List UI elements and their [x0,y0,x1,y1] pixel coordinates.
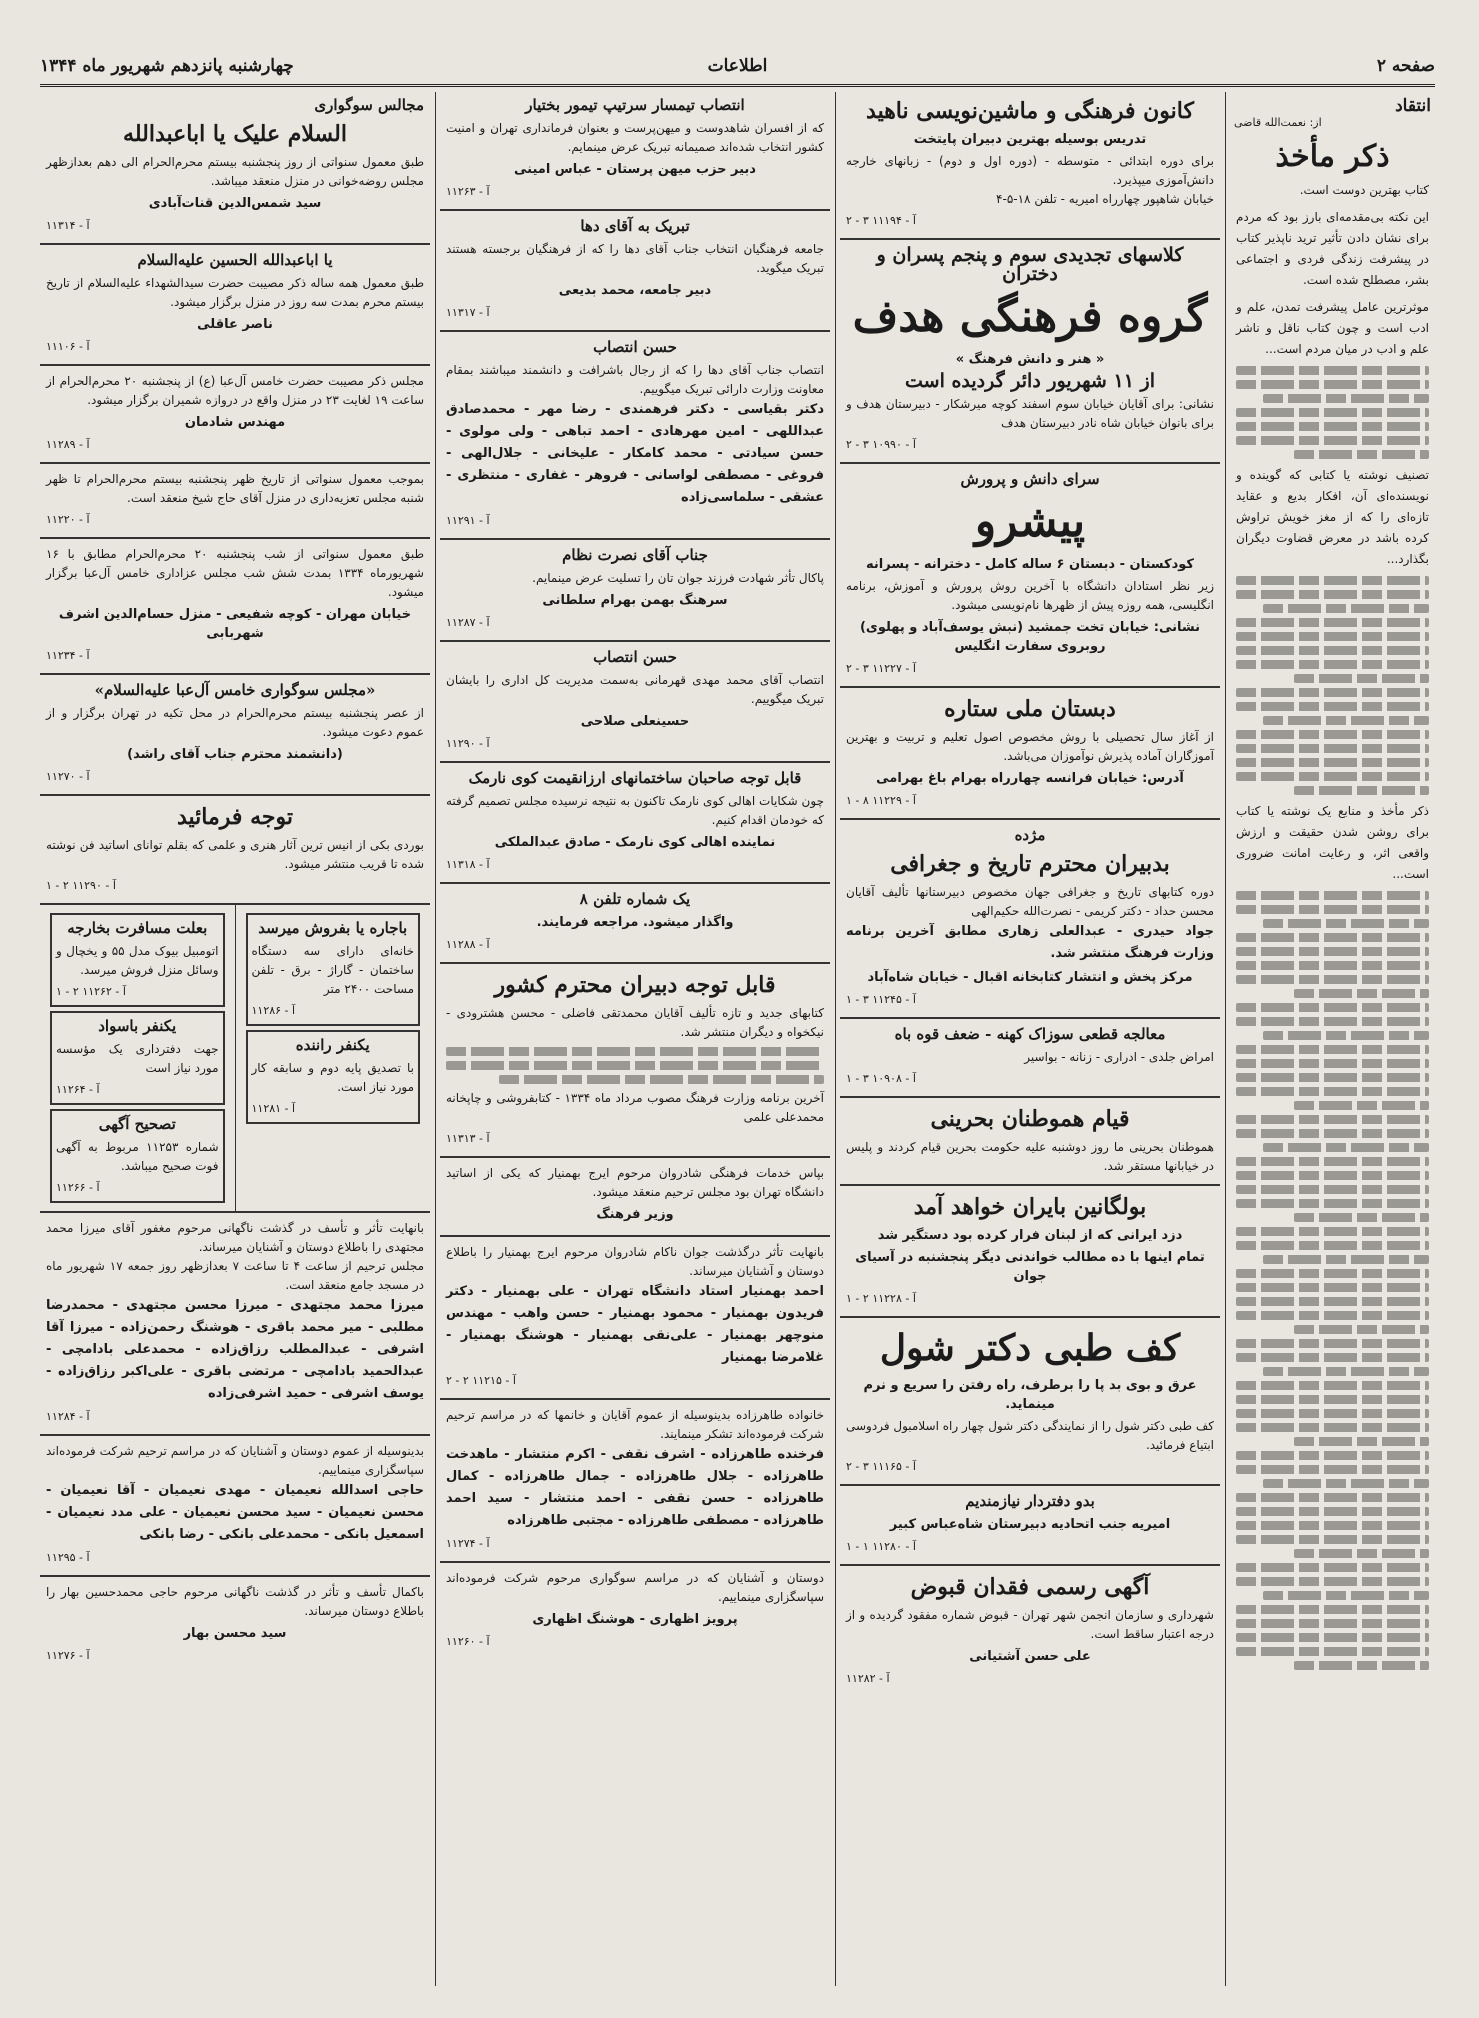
notice-line: بانهایت تأثر و تأسف در گذشت ناگهانی مرحوم مغفور آقای میرزا محمد مجتهدی را باطلاع دوستان و آشنایان میرساند. [46,1221,424,1254]
ad-code: آ - ۱۱۱۹۴ ۳ - ۲ [846,214,916,227]
ad-title: تصحیح آگهی [98,1115,176,1133]
ad-code: آ - ۱۱۲۸۲ [846,1672,890,1685]
mourning-title: یا اباعبدالله الحسین علیه‌السلام [137,251,333,269]
notices-group-2 [440,1158,830,1237]
paragraph: کتاب بهترین دوست است. [1299,183,1429,197]
ad-intro: مژده [1014,826,1046,844]
paragraph: موثرترین عامل پیشرفت تمدن، علم و ادب است و چون کتاب ناقل و ناشر علم و ادب در میان مردم است... [1236,300,1429,356]
ad-line: اتومبیل بیوک مدل ۵۵ و یخچال و وسائل منزل فروش میرسد. [56,944,219,977]
ad-title: بدبیران محترم تاریخ و جغرافی [890,851,1170,877]
ad-code: آ - ۱۱۳۱۴ [46,219,90,232]
ad-daha [440,211,830,332]
ad-code: آ - ۱۱۲۸۷ [446,616,490,629]
mourning-block [40,366,430,464]
ad-qobuz [840,1566,1220,1696]
notice-line: بدینوسیله از عموم دوستان و آشنایان که در مراسم ترحیم شرکت فرموده‌اند سپاسگزاری مینماییم. [46,1444,424,1477]
ad-line: پاکال تأثر شهادت فرزند جوان تان را تسلیت عرض مینمایم. [532,571,824,585]
mourning-sign: ناصر عاقلی [197,317,273,332]
ad-pishro [840,464,1220,688]
ad-title: آگهی رسمی فقدان قبوض [910,1574,1150,1600]
mourning-block [40,245,430,366]
ad-code: آ - ۱۱۱۰۶ [46,340,90,353]
ad-code: آ - ۱۱۲۶۶ [56,1181,100,1194]
notice-names: میرزا محمد مجتهدی - میرزا محسن مجتهدی - محمدرضا مطلبی - میر محمد باقری - هوشنگ رحمن‌زاده - میرزا آقا اشرفی - عبدالمطلب رزاق‌زاده - محمدعلی بادامچی - عبدالحمید بادامچی - مرتضی باقری - علی‌اکبر رزاق‌زاده - یوسف اشرفی - حمید اشرفی‌زاده [46,1298,424,1401]
ad-moaleje [840,1019,1220,1098]
notice-line: مجلس ترحیم از ساعت ۴ تا ساعت ۷ بعدازظهر روز جمعه ۱۷ شهریور ماه در مسجد جامع منعقد است. [46,1259,425,1292]
ad-address: خیابان شاهپور چهارراه امیریه - تلفن ۱۸-۵-۴ [996,192,1214,206]
section-label: انتقاد [1395,96,1431,116]
ad-line: انتصاب جناب آقای دها را که از رجال باشرافت و دانشمند میباشند بمقام معاونت وزارت دارائی تبریک میگوییم. [446,363,824,396]
ad-masafat [50,913,225,1007]
ad-line: که از افسران شاهدوست و میهن‌پرست و بعنوان فرمانداری تهران و امنیت کشور انتخاب شده‌اند صمیمانه تبریک عرض مینمایم. [446,121,824,154]
paragraph: این نکته بی‌مقدمه‌ای بارز بود که مردم برای نشان دادن تأثیر ترید ناپذیر کتاب در پیشرفت زندگی فردی و اجتماعی بشر، مصطلح شده است. [1236,210,1429,287]
ad-line: امراض جلدی - ادراری - زنانه - بواسیر [1024,1050,1214,1064]
ad-title: یک شماره تلفن ۸ [579,890,691,908]
mourning-block [40,464,430,539]
ad-setareh [840,688,1220,820]
ad-phone [440,884,830,964]
ad-title: گروه فرهنگی هدف [852,291,1208,342]
ad-ejareh [246,913,421,1026]
ad-line: چون شکایات اهالی کوی نارمک تاکنون به نتیجه نرسیده مجلس تصمیم گرفته که خودمان اقدام کنیم. [446,794,824,827]
ad-title: جناب آقای نصرت نظام [562,546,708,564]
ad-line: آخرین برنامه وزارت فرهنگ مصوب مرداد ماه ۱۳۳۴ - کتابفروشی و چاپخانه محمدعلی علمی [446,1091,824,1124]
column-rule [435,92,436,1986]
ad-line: شماره ۱۱۲۵۳ مربوط به آگهی فوت صحیح میباشد. [56,1140,219,1173]
ad-code: آ - ۱۱۲۴۵ ۳ - ۱ [846,993,916,1006]
ad-hosn2 [440,642,830,763]
ad-code: آ - ۱۱۲۳۴ [46,649,90,662]
mourning-text: مجلس ذکر مصیبت حضرت خامس آل‌عبا (ع) از پنجشنبه ۲۰ محرم‌الحرام از ساعت ۱۹ لغایت ۲۳ در منزل واقع در دروازه شمیران برگزار میشود. [46,374,424,407]
notice-sign: وزیر فرهنگ [596,1207,674,1222]
mourning-sign: سید شمس‌الدین قنات‌آبادی [148,196,322,211]
ad-address: آدرس: خیابان فرانسه چهارراه بهرام باغ بهرامی [876,771,1184,786]
ad-history [840,820,1220,1019]
ad-line: کف طبی دکتر شول را از نمایندگی دکتر شول چهار راه اسلامبول فردوسی ابتیاع فرمائید. [846,1419,1214,1452]
ad-code: آ - ۱۱۲۹۱ [446,514,490,527]
author-line: از: نعمت‌الله قاضی [1234,116,1322,129]
ad-title: قابل توجه صاحبان ساختمانهای ارزانقیمت کوی نارمک [468,769,802,787]
paragraph: ذکر مأخذ و منابع یک نوشته یا کتاب برای روشن شدن حقیقت و ارزش واقعی اثر، و رعایت امانت ضروری است... [1236,804,1429,881]
notice-sign: سید محسن بهار [183,1626,287,1641]
column-rule [1225,92,1226,1986]
ad-bahrain [840,1098,1220,1186]
ad-line: دوره کتابهای تاریخ و جغرافی جهان مخصوص دبیرستانها تألیف آقایان محسن حداد - دکتر کریمی - نصرت‌الله حکیم‌الهی [846,885,1214,918]
ad-title: بولگانین بایران خواهد آمد [913,1194,1147,1220]
newspaper-title: اطلاعات [707,56,768,76]
ad-line: عرق و بوی بد پا را برطرف، راه رفتن را سریع و نرم مینماید. [863,1378,1197,1412]
ad-code: آ - ۱۱۲۸۰ ۱ - ۱ [846,1540,916,1553]
ad-code: آ - ۱۱۲۶۴ [56,1083,100,1096]
ad-line: دزد ایرانی که از لبنان فرار کرده بود دستگیر شد [877,1228,1183,1243]
ad-title: تبریک به آقای دها [580,217,690,235]
ad-motto: « هنر و دانش فرهنگ » [955,352,1105,367]
ad-bastan [50,1011,225,1105]
ad-sign: علی حسن آشتیانی [969,1649,1091,1664]
ad-naheed [840,90,1220,240]
ad-title: بعلت مسافرت بخارجه [67,919,208,937]
page-number: صفحه ۲ [1376,56,1435,76]
paragraph: تصنیف نوشته یا کتابی که گوینده و نویسنده‌ای آن، افکار بدیع و عقاید تازه‌ای را که از مغز خویش تراوش کرده باشد در معرض قضاوت دیگران بگذارد... [1236,468,1429,566]
ad-code: آ - ۱۱۲۹۰ [446,737,490,750]
ad-code: آ - ۱۱۳۱۸ [446,858,490,871]
mourning-block [40,90,430,245]
ad-dabiran [440,964,830,1158]
ad-ranandeh [246,1030,421,1124]
notice-sign: پرویز اظهاری - هوشنگ اظهاری [532,1612,738,1627]
ad-line: زیر نظر استادان دانشگاه با آخرین روش پرورش و آموزش، برنامه انگلیسی، همه روزه پیش از ظهرها نام‌نویسی میشود. [846,579,1214,612]
mourning-sign: (دانشمند محترم جناب آقای راشد) [127,747,343,762]
ad-code: آ - ۱۱۲۱۵ ۲ - ۲ [446,1374,516,1387]
notice-ezhari [440,1563,830,1659]
notice-line: دوستان و آشنایان که در مراسم سوگواری مرحوم شرکت فرموده‌اند سپاسگزاری مینماییم. [446,1571,824,1604]
ad-code: آ - ۱۱۱۶۵ ۳ - ۲ [846,1460,916,1473]
notice-names: احمد بهمنیار استاد دانشگاه تهران - علی بهمنیار - دکتر فریدون بهمنیار - محمود بهمنیار - حسن واهب - مهندس منوچهر بهمنیار - علی‌نقی بهمنیار - هوشنگ بهمنیار - غلامرضا بهمنیار [446,1284,824,1365]
ad-sub: کودکستان - دبستان ۶ ساله کامل - دخترانه - پسرانه [866,557,1194,572]
ad-teymour [440,90,830,211]
ad-address: مرکز پخش و انتشار کتابخانه اقبال - خیابان شاه‌آباد [867,970,1193,985]
ad-code: آ - ۱۱۲۷۶ [46,1649,90,1662]
ad-intro: کلاسهای تجدیدی سوم و پنجم پسران و دختران [876,244,1184,285]
mourning-block [40,675,430,796]
ad-title: باجاره یا بفروش میرسد [258,919,408,937]
ad-shol [840,1318,1220,1486]
ad-title: یکنفر راننده [295,1036,370,1054]
mourning-text: طبق معمول سنواتی از روز پنجشنبه بیستم محرم‌الحرام الی دهم بعدازظهر مجلس روضه‌خوانی در منزل منعقد میباشد. [46,155,424,188]
ad-code: آ - ۱۱۲۸۱ [251,1102,296,1115]
mourning-title: «مجلس سوگواری خامس آل‌عبا علیه‌السلام» [94,681,376,699]
small-ads-left [40,905,236,1211]
ad-address: نشانی: خیابان تخت جمشید (نبش یوسف‌آباد و پهلوی) روبروی سفارت انگلیس [859,620,1200,654]
ad-code: آ - ۱۱۲۷۰ [46,770,90,783]
ad-title: کف طبی دکتر شول [879,1327,1181,1369]
critique-column [1230,90,1435,1988]
ad-code: آ - ۱۱۲۸۶ [251,1004,296,1017]
ad-code: آ - ۱۱۲۸۸ [446,938,490,951]
ad-title: توجه فرمائید [177,804,293,830]
ad-line: بوردی بکی از انیس ترین آثار هنری و علمی که بقلم توانای اساتید فن نوشته شده تا قریب منتشر میشود. [46,838,424,871]
ad-tashih [50,1109,225,1203]
mourning-block [40,539,430,675]
notice-names: فرخنده طاهرزاده - اشرف نقفی - اکرم منتشار - ماهدخت طاهرزاده - جلال طاهرزاده - جمال طاهرزاده - کمال طاهرزاده - حسن نقفی - احمد منتشار - سید احمد طاهرزاده - مصطفی طاهرزاده - مجتبی طاهرزاده [446,1447,824,1528]
ad-code: آ - ۱۱۲۲۹ ۸ - ۱ [846,794,916,807]
ad-code: آ - ۱۱۳۱۳ [446,1132,490,1145]
notice-naimian [40,1436,430,1577]
ad-bulganin [840,1186,1220,1318]
mourning-text: طبق معمول همه ساله ذکر مصیبت حضرت سیدالشهداء علیه‌السلام از تاریخ بیستم محرم بمدت سه روز در منزل برگزار میشود. [46,276,424,309]
ad-sign: دبیر حزب میهن پرستان - عباس امینی [514,162,756,177]
ad-line: برای دوره ابتدائی - متوسطه - (دوره اول و دوم) - زبانهای خارجه دانش‌آموزی میپذیرد. [846,154,1214,187]
notice-bahar [40,1577,430,1673]
small-ads-grid [40,905,430,1213]
ad-title: حسن انتصاب [593,648,677,666]
ad-code: آ - ۱۱۲۲۸ ۲ - ۱ [846,1292,916,1305]
ad-title: معالجه قطعی سوزاک کهنه - ضعف قوه باه [894,1025,1166,1043]
ad-title: انتصاب تیمسار سرتیپ تیمور بختیار [525,96,745,114]
ad-line: جهت دفترداری یک مؤسسه مورد نیاز است [56,1042,219,1075]
ads-column-2 [840,90,1220,1988]
notice-line: خانواده طاهرزاده بدینوسیله از عموم آقایان و خانمها که در مراسم ترحیم شرکت فرموده‌اند تشکر مینمایند. [446,1408,824,1441]
notice-line: بانهایت تأثر درگذشت جوان ناکام شادروان مرحوم ایرج بهمنیار را باطلاع دوستان و آشنایان میرساند. [446,1245,824,1278]
ad-title: قابل توجه دبیران محترم کشور [494,972,776,998]
mourning-sign: خیابان مهران - کوچه شفیعی - منزل حسام‌الدین اشرف شهربابی [58,607,412,641]
ad-title: حسن انتصاب [593,338,677,356]
ad-line: انتصاب آقای محمد مهدی قهرمانی به‌سمت مدیریت کل اداری را بایشان تبریک میگوییم. [446,673,824,706]
ad-line: شهرداری و سازمان انجمن شهر تهران - قبوض شماره مفقود گردیده و از درجه اعتبار ساقط است. [846,1608,1214,1641]
ad-line: تمام اینها با ده مطالب خواندنی دیگر پنجشنبه در آسیای جوان [855,1250,1205,1284]
article-body [1230,180,1435,1670]
ad-code: آ - ۱۱۲۶۳ [446,185,490,198]
mourning-text: از عصر پنجشنبه بیستم محرم‌الحرام در محل تکیه در تهران برگزار و از عموم دعوت میشود. [46,706,424,739]
ad-daftar [840,1486,1220,1566]
ad-code: آ - ۱۱۲۸۴ [46,1410,90,1423]
ad-line: تدریس بوسیله بهترین دبیران پایتخت [913,132,1147,147]
ad-sign: نماینده اهالی کوی نارمک - صادق عبدالملکی [494,835,776,850]
ad-title: قیام هموطنان بحرینی [930,1106,1130,1132]
ads-column-3 [440,90,830,1988]
notice-names: حاجی اسدالله نعیمیان - مهدی نعیمیان - آقا نعیمیان - محسن نعیمیان - سید محسن نعیمیان - علی مدد نعیمیان - اسمعیل بانکی - محمدعلی بانکی - رضا بانکی [46,1483,424,1542]
ad-intro: سرای دانش و پرورش [960,470,1100,488]
issue-date: چهارشنبه پانزدهم شهریور ماه ۱۳۴۴ [40,56,294,76]
ads-column-4 [40,90,430,1988]
ad-line: جواد حیدری - عبدالعلی زهاری مطابق آخرین برنامه وزارت فرهنگ منتشر شد. [846,924,1214,961]
ad-line: هموطنان بحرینی ما روز دوشنبه علیه حکومت بحرین قیام کردند و پلیس در خیابانها مستقر شد. [846,1140,1214,1173]
section-label: مجالس سوگواری [314,96,424,114]
notice-line: باکمال تأسف و تأثر در گذشت ناگهانی مرحوم حاجی محمدحسین بهار را باطلاع دوستان میرساند. [46,1585,424,1618]
ad-names: دکتر بقیاسی - دکتر فرهمندی - رضا مهر - محمدصادق عبداللهی - امین مهرهادی - احمد تباهی - ولی مولوی - حسن سیادتی - محمد کامکار - علیخانی - جلال‌الهی - فروغی - مصطفی لواسانی - فروهر - غفاری - منتظری - عشقی - سلماسی‌زاده [446,402,824,505]
ad-sign: سرهنگ بهمن بهرام سلطانی [542,593,728,608]
ad-line: از ۱۱ شهریور دائر گردیده است [905,370,1155,392]
ad-line: با تصدیق پایه دوم و سابقه کار مورد نیاز است. [251,1061,414,1094]
ad-code: آ - ۱۱۲۹۵ [46,1551,90,1564]
ad-title: بدو دفتردار نیازمندیم [965,1492,1095,1510]
ad-title: کانون فرهنگی و ماشین‌نویسی ناهید [866,98,1194,124]
ad-line: واگذار میشود. مراجعه فرمایند. [536,915,734,930]
ad-code: آ - ۱۱۳۱۷ [446,306,490,319]
mourning-sign: مهندس شادمان [184,415,286,430]
ad-line: جامعه فرهنگیان انتخاب جناب آقای دها را که از فرهنگیان برجسته هستند تبریک میگوید. [446,242,824,275]
ad-code: آ - ۱۱۲۸۹ [46,438,90,451]
ad-line: امیریه جنب اتحادیه دبیرستان شاه‌عباس کبیر [889,1517,1171,1532]
mourning-text: بموجب معمول سنواتی از تاریخ ظهر پنجشنبه بیستم محرم‌الحرام تا ظهر شنبه مجلس تعزیه‌داری در منزل آقای حاج شیخ منعقد است. [46,472,424,505]
ad-code: آ - ۱۱۲۶۰ [446,1635,490,1648]
notice-bahmanyar [440,1237,830,1400]
notice-taherzadeh [440,1400,830,1563]
ad-code: آ - ۱۰۹۹۰ ۳ - ۲ [846,438,916,451]
ad-code: آ - ۱۱۲۷۴ [446,1537,490,1550]
ad-code: آ - ۱۰۹۰۸ ۳ - ۱ [846,1072,916,1085]
article-title: ذکر مأخذ [1275,139,1390,174]
ad-tavajjoh [40,796,430,905]
ad-title: پیشرو [974,496,1086,547]
notice-mojtahedi [40,1213,430,1436]
ad-sign: حسینعلی صلاحی [580,714,690,729]
ad-code: آ - ۱۱۲۲۰ [46,513,90,526]
column-rule [835,92,836,1986]
ad-code: آ - ۱۱۲۹۰ ۲ - ۱ [46,879,116,892]
ad-line: خانه‌ای دارای سه دستگاه ساختمان - گاراژ - برق - تلفن مساحت ۲۴۰۰ متر [251,944,414,996]
ad-title: یکنفر باسواد [98,1017,177,1035]
ad-hosn [440,332,830,540]
ad-hadaf [840,240,1220,464]
ad-narmak [440,763,830,884]
page-header [40,50,1435,87]
mourning-title: السلام علیک یا اباعبدالله [123,121,347,147]
small-ads-right [236,905,431,1211]
ad-code: آ - ۱۱۲۶۲ ۲ - ۱ [56,985,126,998]
ad-sign: دبیر جامعه، محمد بدیعی [558,283,712,298]
ad-address: نشانی: برای آقایان خیابان سوم اسفند کوچه میرشکار - دبیرستان هدف و برای بانوان خیابان شاه نادر دبیرستان هدف [846,397,1214,430]
notice-line: بپاس خدمات فرهنگی شادروان مرحوم ایرج بهمنیار که یکی از اساتید دانشگاه تهران بود مجلس ترحیم منعقد میشود. [446,1166,824,1199]
mourning-text: طبق معمول سنواتی از شب پنجشنبه ۲۰ محرم‌الحرام مطابق با ۱۶ شهریورماه ۱۳۳۴ بمدت شش شب مجلس عزاداری خامس آل‌عبا برگزار میشود. [46,547,425,599]
ad-nosrat [440,540,830,642]
ad-line: کتابهای جدید و تازه تألیف آقایان محمدتقی فاضلی - محسن هشترودی - نیکخواه و دیگران منتشر شد. [446,1006,824,1039]
ad-title: دبستان ملی ستاره [944,696,1116,722]
ad-line: از آغاز سال تحصیلی با روش مخصوص اصول تعلیم و تربیت و بهترین آموزگاران آماده پذیرش نوآموزان می‌باشد. [846,730,1214,763]
ad-code: آ - ۱۱۲۲۷ ۳ - ۲ [846,662,916,675]
